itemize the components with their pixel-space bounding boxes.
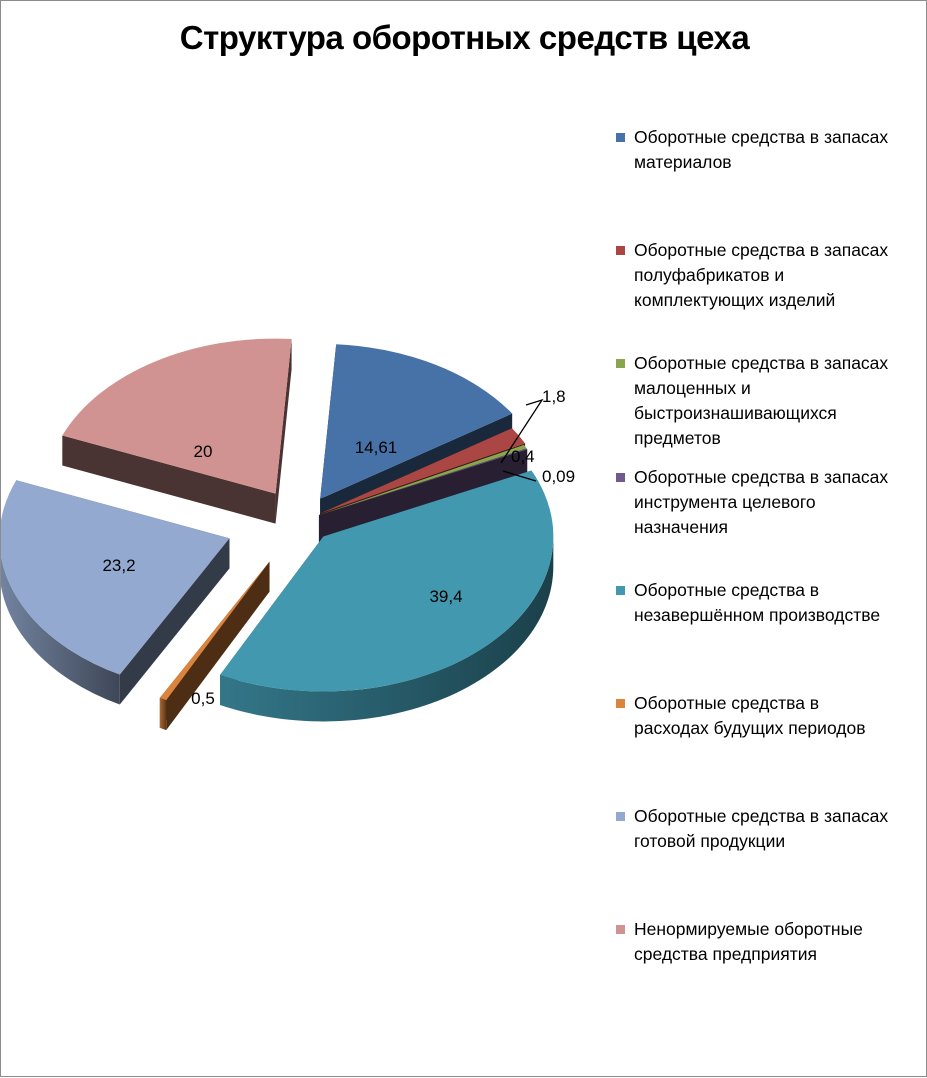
legend-swatch (616, 699, 625, 708)
legend-swatch (616, 359, 625, 368)
legend-item (616, 578, 916, 628)
legend-item (616, 465, 916, 540)
legend-swatch (616, 925, 625, 934)
legend-item (616, 804, 916, 854)
legend-item (616, 691, 916, 741)
legend-swatch (616, 586, 625, 595)
legend-swatch (616, 473, 625, 482)
chart-title: Структура оборотных средств цеха (179, 19, 750, 56)
legend-label: Оборотные средства в расходах будущих периодов (634, 693, 866, 738)
legend-label: Оборотные средства в запасах материалов (634, 127, 889, 172)
data-label-7: 23,2 (102, 556, 136, 575)
legend-item (616, 125, 916, 175)
legend-label: Оборотные средства в незавершённом производстве (634, 580, 881, 625)
legend-label: Ненормируемые оборотные средства предприятия (634, 919, 863, 964)
legend-label: Оборотные средства в запасах готовой продукции (634, 806, 889, 851)
legend-swatch (616, 246, 625, 255)
legend-swatch (616, 133, 625, 142)
legend-swatch (616, 812, 625, 821)
data-label-3: 0,4 (511, 447, 535, 466)
data-label-1: 14,61 (354, 438, 398, 457)
legend-item (616, 917, 916, 967)
data-label-2: 1,8 (542, 387, 566, 406)
legend-label: Оборотные средства в запасах полуфабрикатов и комплектующих изделий (634, 240, 889, 310)
pie-slice-tops (1, 339, 553, 701)
legend-label: Оборотные средства в запасах инструмента целевого назначения (634, 467, 889, 537)
legend-item (616, 238, 916, 313)
data-label-4: 0,09 (542, 467, 576, 486)
data-label-5: 39,4 (429, 587, 463, 606)
data-label-8: 20 (193, 442, 213, 461)
data-label-6: 0,5 (191, 689, 215, 708)
pie-outer-wall (160, 698, 166, 730)
legend-item (616, 351, 916, 451)
legend-label: Оборотные средства в запасах малоценных и быстроизнашивающихся предметов (634, 353, 889, 448)
